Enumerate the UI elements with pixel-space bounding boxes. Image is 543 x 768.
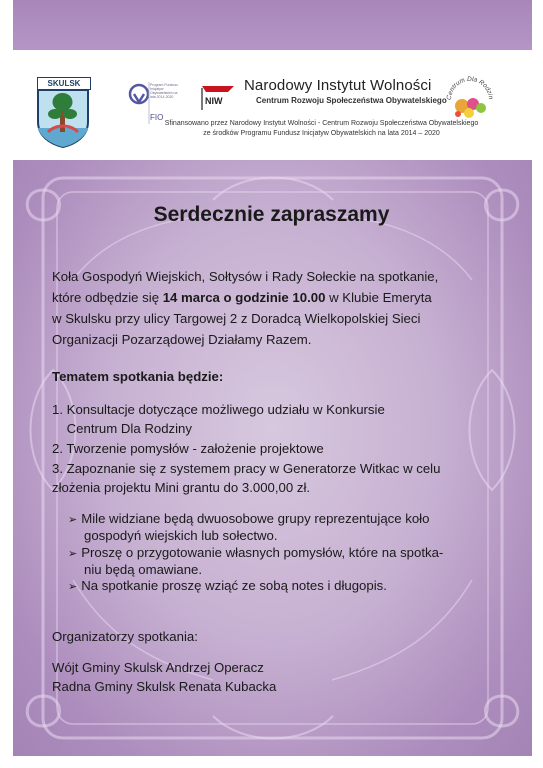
meeting-date-time: 14 marca o godzinie 10.00	[162, 290, 326, 305]
arrow-bullet-icon: ➢	[68, 514, 78, 526]
niw-subtitle: Centrum Rozwoju Społeczeństwa Obywatelskiego	[256, 96, 447, 105]
topic-item: 2. Tworzenie pomysłów - założenie projektowe	[52, 441, 324, 456]
funding-line-1: Sfinansowano przez Narodowy Instytut Wolności - Centrum Rozwoju Społeczeństwa Obywatelskiego	[164, 120, 479, 127]
intro-line: w Skulsku przy ulicy Targowej 2 z Doradcą Wielkopolskiej Sieci	[52, 311, 421, 326]
topic-item: Centrum Dla Rodziny	[52, 421, 192, 436]
intro-text: w Klubie Emeryta	[325, 290, 432, 305]
top-decorative-band	[13, 0, 532, 50]
niw-abbreviation: NIW	[205, 96, 223, 106]
funding-line-2: ze środków Programu Fundusz Inicjatyw Obywatelskich na lata 2014 – 2020	[203, 130, 440, 137]
intro-line-date	[52, 289, 432, 306]
crest-label: SKULSK	[37, 77, 91, 90]
fio-program-text: Program Fundusz Inicjatyw Obywatelskich na lata 2014-2020	[150, 83, 178, 99]
invitation-title: Serdecznie zapraszamy	[153, 203, 390, 226]
organizer-name: Wójt Gminy Skulsk Andrzej Operacz	[52, 660, 264, 675]
centrum-dla-rodziny-logo-icon	[445, 76, 495, 126]
topics-heading: Tematem spotkania będzie:	[52, 369, 224, 384]
bullet-text: Mile widziane będą dwuosobowe grupy reprezentujące koło	[81, 511, 430, 526]
bullet-text: Proszę o przygotowanie własnych pomysłów, które na spotka-	[81, 545, 444, 560]
intro-text: które odbędzie się	[52, 290, 163, 305]
fio-label: FIO	[150, 113, 164, 122]
niw-title: Narodowy Instytut Wolności	[244, 77, 432, 94]
topic-item: 3. Zapoznanie się z systemem pracy w Generatorze Witkac w celu	[52, 461, 441, 476]
bullet-text: gospodyń wiejskich lub sołectwo.	[84, 528, 278, 543]
topic-item: złożenia projektu Mini grantu do 3.000,00 zł.	[52, 480, 311, 495]
intro-line: Organizacji Pozarządowej Działamy Razem.	[52, 332, 312, 347]
skulsk-coat-of-arms-icon	[36, 88, 90, 148]
organizers-heading: Organizatorzy spotkania:	[52, 629, 198, 644]
bullet-item	[68, 577, 387, 596]
arrow-bullet-icon: ➢	[68, 548, 78, 560]
bullet-text: niu będą omawiane.	[84, 562, 203, 577]
bullet-text: Na spotkanie proszę wziąć ze sobą notes i długopis.	[81, 578, 387, 593]
topic-item: 1. Konsultacje dotyczące możliwego udziału w Konkursie	[52, 402, 385, 417]
organizer-name: Radna Gminy Skulsk Renata Kubacka	[52, 679, 277, 694]
family-logo-text: Centrum Dla Rodzin	[445, 76, 495, 101]
arrow-bullet-icon: ➢	[68, 581, 78, 593]
intro-line: Koła Gospodyń Wiejskich, Sołtysów i Rady Sołeckie na spotkanie,	[52, 269, 439, 284]
svg-text:Centrum Dla Rodziny	[445, 76, 494, 100]
